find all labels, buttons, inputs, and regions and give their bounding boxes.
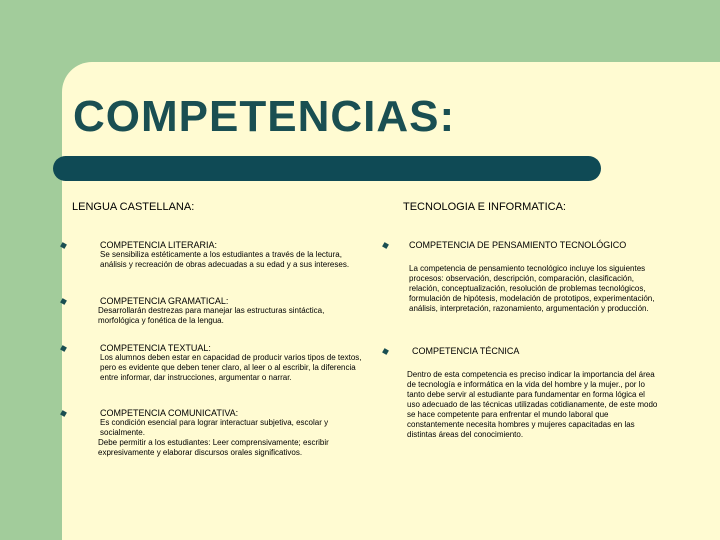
bullet-icon <box>382 348 389 355</box>
right-column-heading: TECNOLOGIA E INFORMATICA: <box>403 201 566 213</box>
item-title: COMPETENCIA DE PENSAMIENTO TECNOLÓGICO <box>409 240 627 250</box>
bullet-icon <box>382 242 389 249</box>
bullet-icon <box>60 345 67 352</box>
list-item <box>60 343 360 383</box>
bullet-icon <box>60 410 67 417</box>
item-text: Desarrollarán destrezas para manejar las estructuras sintáctica, morfológica y fonética de la lengua. <box>98 306 325 325</box>
item-text: Los alumnos deben estar en capacidad de producir varios tipos de textos, pero es evidente que deben tener claro, al leer o al escribir, la diferencia entre informar, dar instrucciones, argumentar o narrar. <box>100 353 362 382</box>
item-text: Dentro de esta competencia es preciso indicar la importancia del área de tecnología e informática en la vida del hombre y la mujer., por lo tanto debe servir al estudiante para fundamentar en forma lógica el uso adecuado de las técnicas utilizadas cotidianamente, de este modo se hace competente para enfrentar el mundo laboral que constantemente necesita hombres y mujeres capacitadas en las distintas áreas del conocimiento. <box>407 370 658 439</box>
left-column-heading: LENGUA CASTELLANA: <box>72 201 195 213</box>
bullet-icon <box>60 242 67 249</box>
list-item <box>60 408 360 458</box>
item-text: Debe permitir a los estudiantes: Leer comprensivamente; escribir expresivamente y elaborar discursos orales significativos. <box>98 438 329 457</box>
title-underline-bar <box>53 156 601 181</box>
item-title: COMPETENCIA LITERARIA: <box>100 240 218 250</box>
list-item <box>60 240 360 270</box>
item-title: COMPETENCIA GRAMATICAL: <box>100 296 229 306</box>
bullet-icon <box>60 298 67 305</box>
item-text: Es condición esencial para lograr interactuar subjetiva, escolar y socialmente. <box>100 418 329 437</box>
list-item <box>382 346 662 440</box>
left-decorative-strip <box>0 0 62 540</box>
list-item <box>60 296 360 326</box>
slide-title: COMPETENCIAS: <box>73 92 456 141</box>
item-title: COMPETENCIA COMUNICATIVA: <box>100 408 239 418</box>
list-item <box>382 240 662 314</box>
item-title: COMPETENCIA TÉCNICA <box>412 346 520 356</box>
item-text: Se sensibiliza estéticamente a los estudiantes a través de la lectura, análisis y recreación de obras adecuadas a su edad y a sus intereses. <box>100 250 350 269</box>
item-title: COMPETENCIA TEXTUAL: <box>100 343 211 353</box>
item-text: La competencia de pensamiento tecnológico incluye los siguientes procesos: observación, descripción, comparación, clasificación, relación, conceptualización, resolución de problemas tecnológicos, formulación de hipótesis, modelación de prototipos, experimentación, análisis, interpretación, razonamiento, argumentación y producción. <box>409 264 655 313</box>
